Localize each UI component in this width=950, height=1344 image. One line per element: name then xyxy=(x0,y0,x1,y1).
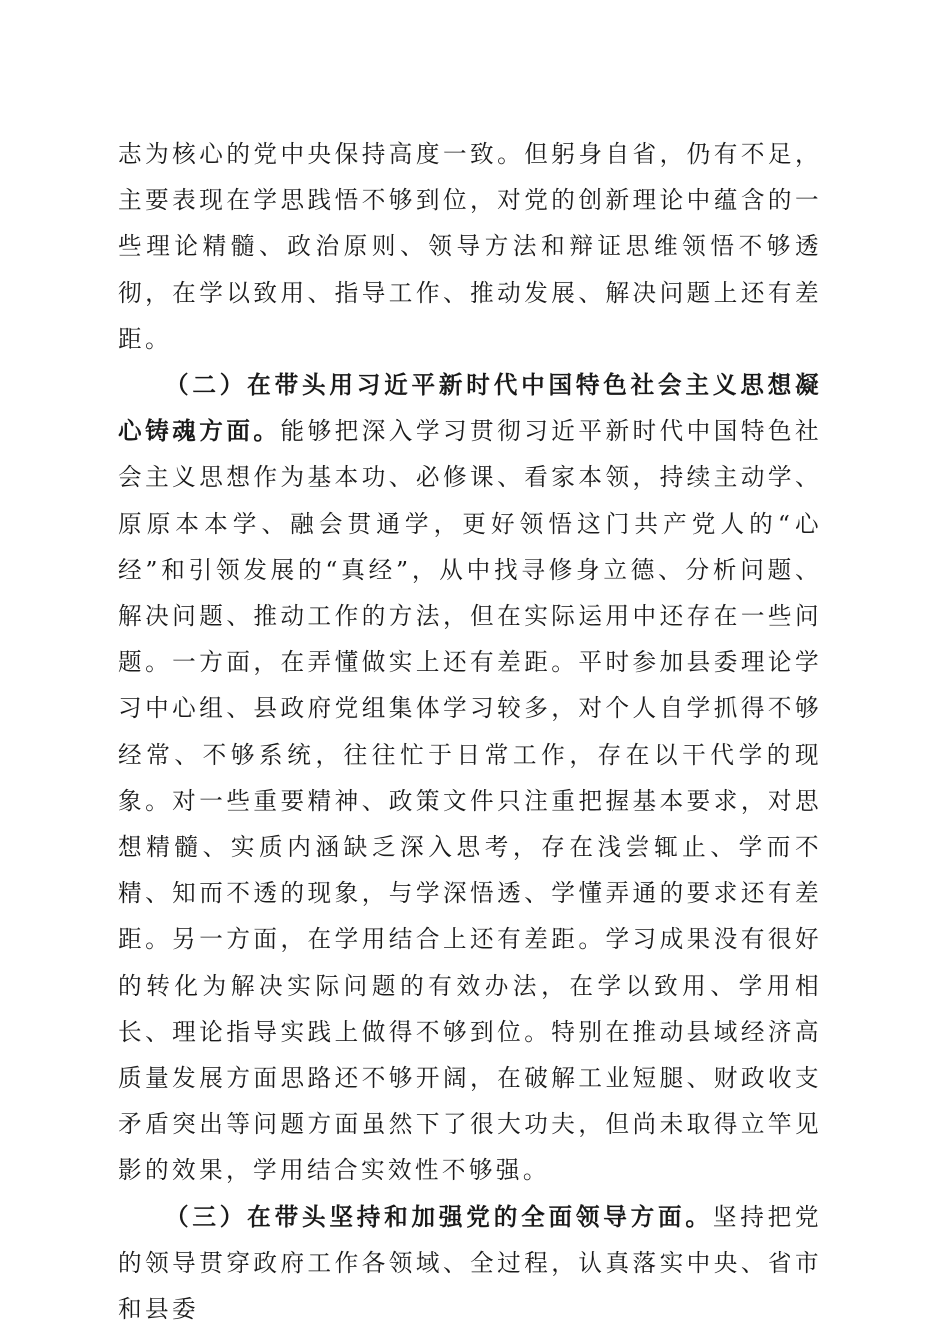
section-two-body: 能够把深入学习贯彻习近平新时代中国特色社会主义思想作为基本功、必修课、看家本领，持续主动学、原原本本学、融会贯通学，更好领悟这门共产党人的“心经”和引领发展的“真经”，从中找寻修身立德、分析问题、解决问题、推动工作的方法，但在实际运用中还存在一些问题。一方面，在弄懂做实上还有差距。平时参加县委理论学习中心组、县政府党组集体学习较多，对个人自学抓得不够经常、不够系统，往往忙于日常工作，存在以干代学的现象。对一些重要精神、政策文件只注重把握基本要求，对思想精髓、实质内涵缺乏深入思考，存在浅尝辄止、学而不精、知而不透的现象，与学深悟透、学懂弄通的要求还有差距。另一方面，在学用结合上还有差距。学习成果没有很好的转化为解决实际问题的有效办法，在学以致用、学用相长、理论指导实践上做得不够到位。特别在推动县域经济高质量发展方面思路还不够开阔，在破解工业短腿、财政收支矛盾突出等问题方面虽然下了很大功夫，但尚未取得立竿见影的效果，学用结合实效性不够强。 xyxy=(118,417,822,1185)
paragraph-section-two xyxy=(118,362,822,1194)
section-three-body: 坚持把党的领导贯穿政府工作各领域、全过程，认真落实中央、省市和县委 xyxy=(118,1202,822,1324)
document-page xyxy=(118,131,822,1332)
section-three-heading: （三）在带头坚持和加强党的全面领导方面。 xyxy=(165,1202,713,1231)
section-two-heading: （二）在带头用习近平新时代中国特色社会主义思想凝心铸魂方面。 xyxy=(118,371,822,446)
paragraph-section-three xyxy=(118,1194,822,1333)
paragraph-continuation xyxy=(118,131,822,362)
paragraph-1-text: 志为核心的党中央保持高度一致。但躬身自省，仍有不足，主要表现在学思践悟不够到位，对党的创新理论中蕴含的一些理论精髓、政治原则、领导方法和辩证思维领悟不够透彻，在学以致用、指导工作、推动发展、解决问题上还有差距。 xyxy=(118,140,822,353)
